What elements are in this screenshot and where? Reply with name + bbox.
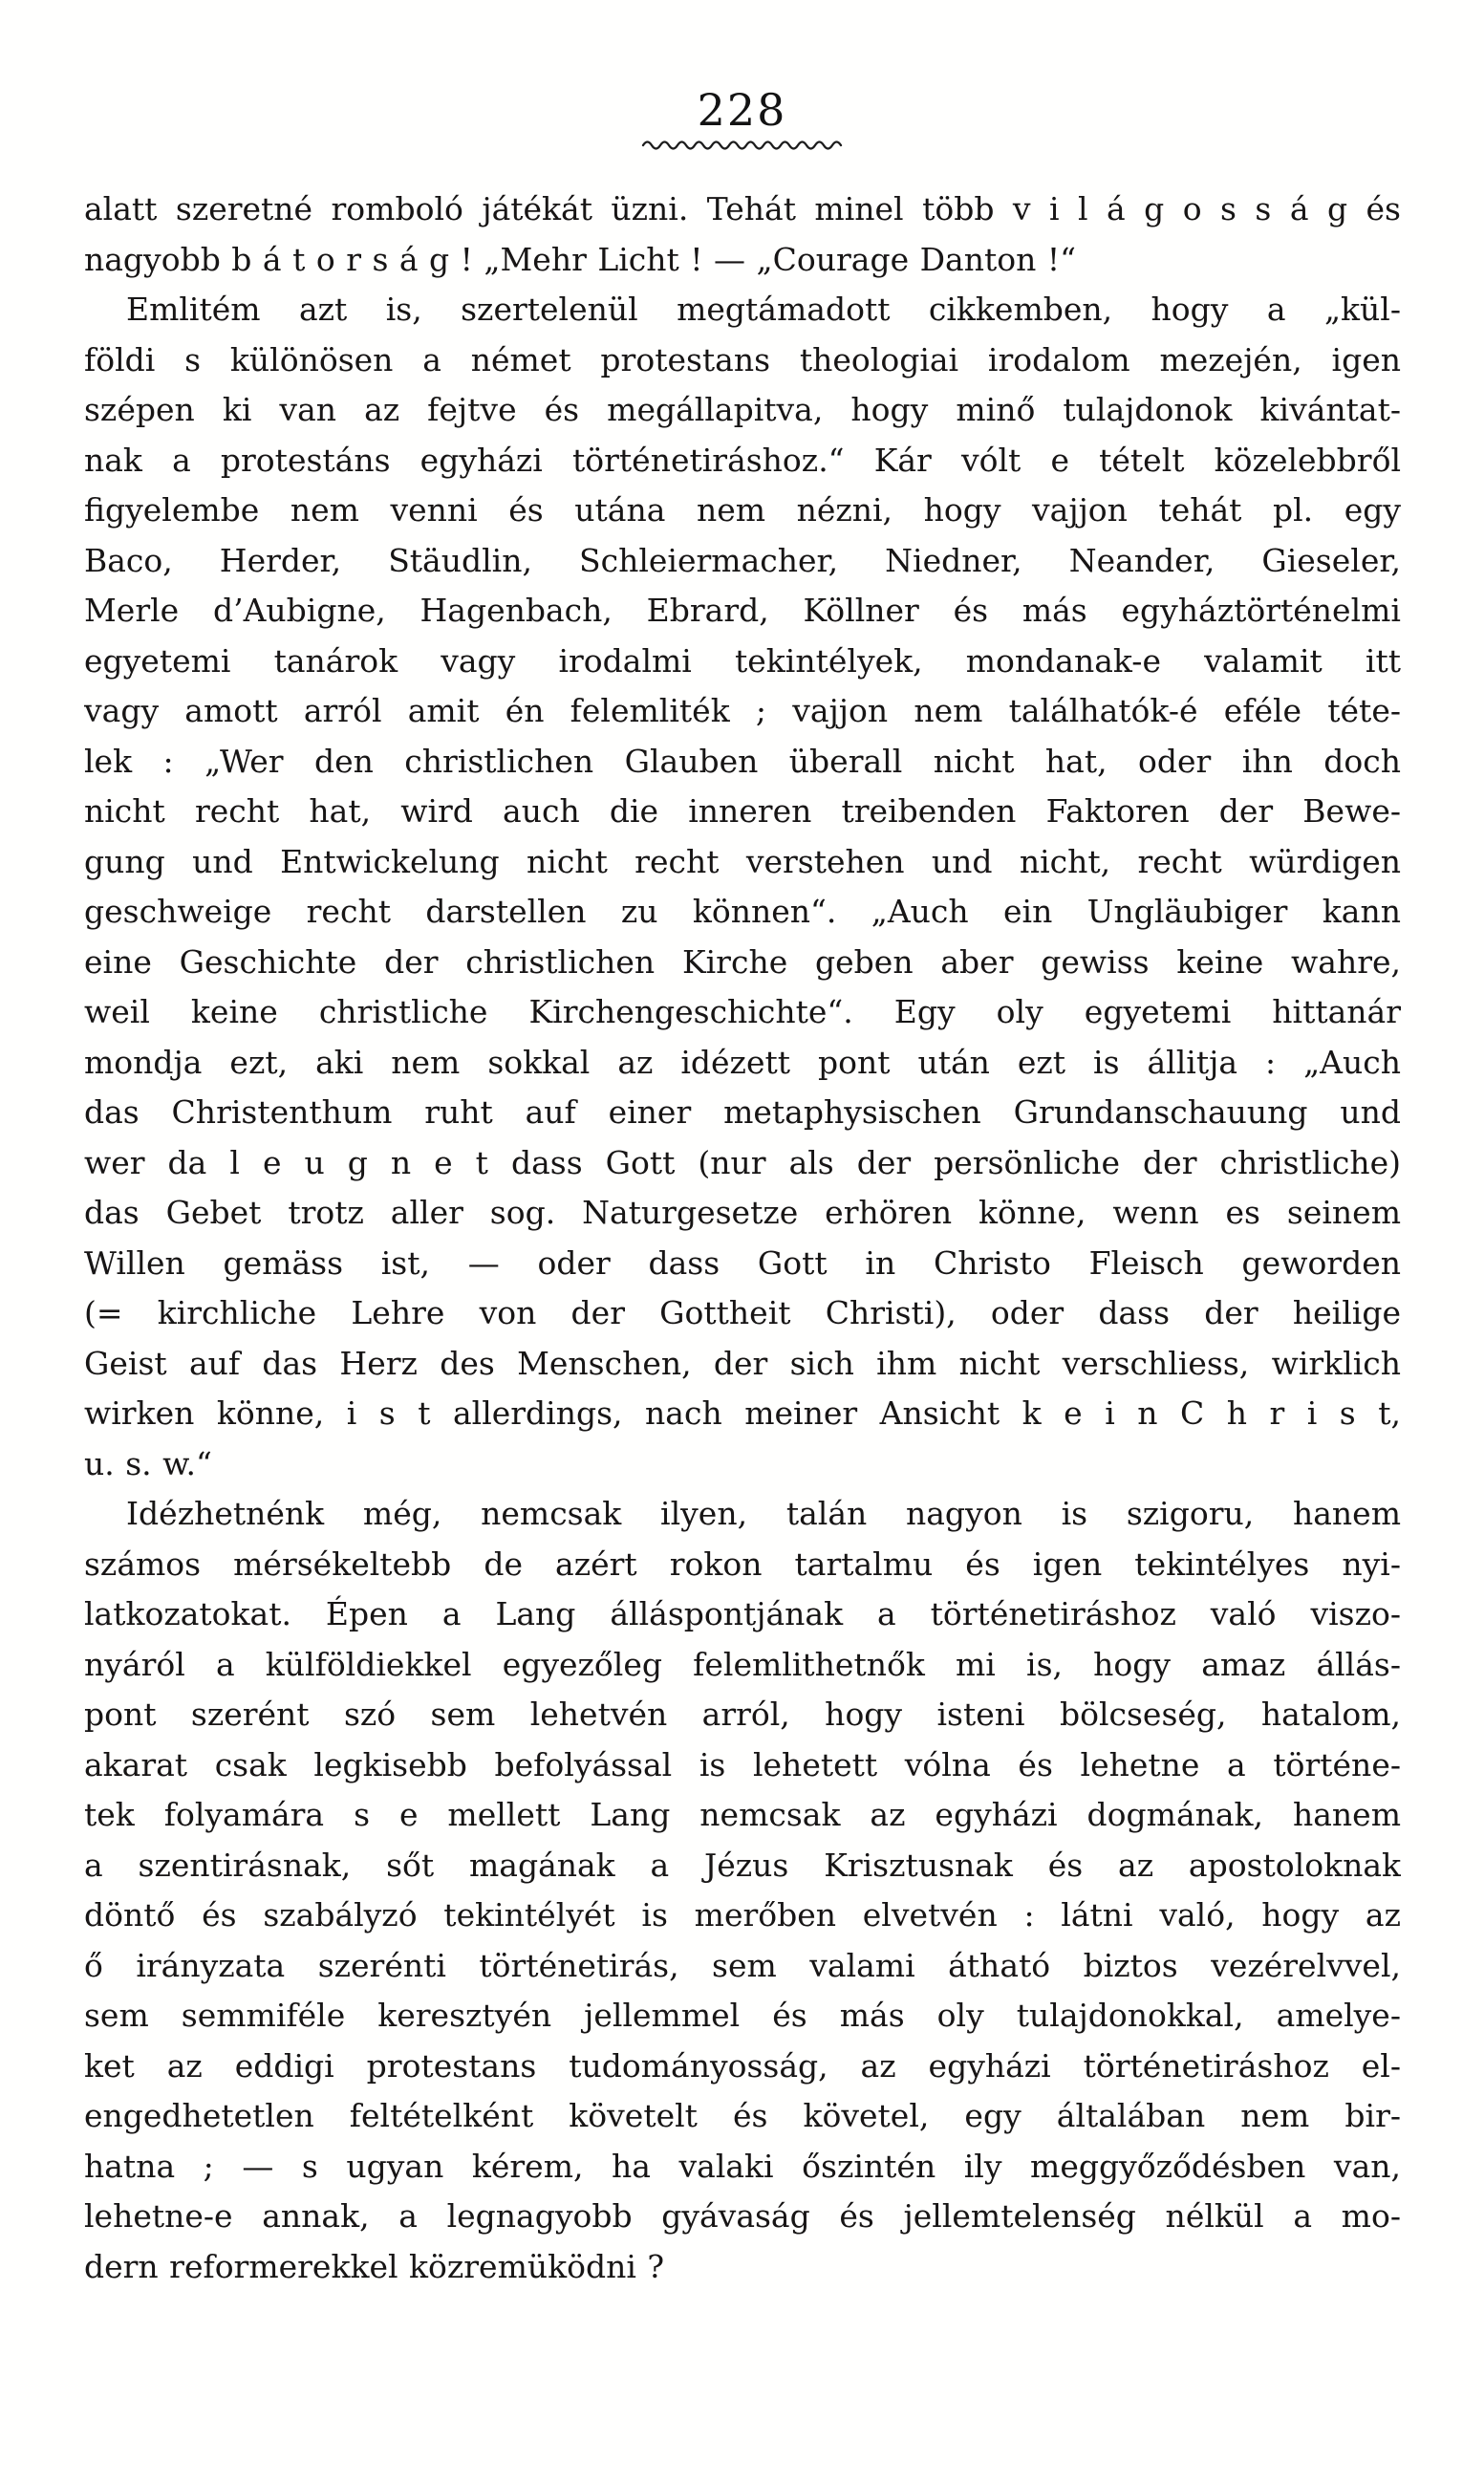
text-line: das Christenthum ruht auf einer metaphysischen Grundanschauung und bbox=[84, 1093, 1401, 1131]
text-line: nak a protestáns egyházi történetiráshoz.“ Kár vólt e tételt közelebbről bbox=[84, 441, 1401, 479]
text-line: nagyobb b á t o r s á g ! „Mehr Licht ! — „Courage Danton !“ bbox=[84, 240, 1076, 278]
text-line: Willen gemäss ist, — oder dass Gott in Christo Fleisch geworden bbox=[84, 1243, 1401, 1282]
text-line: hatna ; — s ugyan kérem, ha valaki őszintén ily meggyőződésben van, bbox=[84, 2147, 1401, 2185]
text-line: eine Geschichte der christlichen Kirche geben aber gewiss keine wahre, bbox=[84, 942, 1401, 981]
text-line: lehetne-e annak, a legnagyobb gyávaság és jellemtelenség nélkül a mo- bbox=[84, 2197, 1401, 2235]
wavy-divider bbox=[641, 139, 844, 150]
text-line: u. s. w.“ bbox=[84, 1444, 212, 1482]
text-line: latkozatokat. Épen a Lang álláspontjának a történetiráshoz való viszo- bbox=[84, 1595, 1401, 1632]
text-line: figyelembe nem venni és utána nem nézni, hogy vajjon tehát pl. egy bbox=[84, 491, 1401, 529]
text-line: Emlitém azt is, szertelenül megtámadott cikkemben, hogy a „kül- bbox=[126, 291, 1401, 328]
text-line: ket az eddigi protestans tudományosság, az egyházi történetiráshoz el- bbox=[84, 2046, 1401, 2085]
text-line: weil keine christliche Kirchengeschichte“. Egy oly egyetemi hittanár bbox=[84, 993, 1401, 1030]
text-line: wer da l e u g n e t dass Gott (nur als der persönliche der christliche) bbox=[84, 1143, 1401, 1181]
text-line: ő irányzata szerénti történetirás, sem valami átható biztos vezérelvvel, bbox=[84, 1946, 1401, 1984]
text-line: gung und Entwickelung nicht recht verstehen und nicht, recht würdigen bbox=[84, 842, 1401, 880]
text-line: engedhetetlen feltételként követelt és követel, egy általában nem bir- bbox=[84, 2097, 1401, 2134]
text-line: (= kirchliche Lehre von der Gottheit Christi), oder dass der heilige bbox=[84, 1294, 1401, 1331]
text-line: Geist auf das Herz des Menschen, der sich ihm nicht verschliess, wirklich bbox=[84, 1344, 1401, 1382]
text-line: wirken könne, i s t allerdings, nach meiner Ansicht k e i n C h r i s t, bbox=[84, 1394, 1401, 1432]
text-line: das Gebet trotz aller sog. Naturgesetze erhören könne, wenn es seinem bbox=[84, 1194, 1401, 1231]
text-line: számos mérsékeltebb de azért rokon tartalmu és igen tekintélyes nyi- bbox=[84, 1545, 1401, 1583]
text-line: sem semmiféle keresztyén jellemmel és más oly tulajdonokkal, amelye- bbox=[84, 1997, 1401, 2034]
text-line: vagy amott arról amit én felemliték ; vajjon nem találhatók-é eféle téte- bbox=[84, 692, 1401, 729]
text-line: a szentirásnak, sőt magának a Jézus Krisztusnak és az apostoloknak bbox=[84, 1846, 1401, 1884]
text-line: alatt szeretné romboló játékát üzni. Tehát minel több v i l á g o s s á g és bbox=[84, 190, 1401, 227]
text-line: egyetemi tanárok vagy irodalmi tekintélyek, mondanak-e valamit itt bbox=[84, 641, 1401, 680]
text-line: döntő és szabályzó tekintélyét is merőben elvetvén : látni való, hogy az bbox=[84, 1896, 1401, 1934]
text-line: geschweige recht darstellen zu können“. „Auch ein Ungläubiger kann bbox=[84, 893, 1401, 930]
text-line: akarat csak legkisebb befolyással is lehetett vólna és lehetne a történe- bbox=[84, 1745, 1401, 1783]
text-line: nyáról a külföldiekkel egyezőleg felemlithetnők mi is, hogy amaz állás- bbox=[84, 1645, 1401, 1683]
text-line: Idézhetnénk még, nemcsak ilyen, talán nagyon is szigoru, hanem bbox=[126, 1495, 1401, 1532]
page-number: 228 bbox=[697, 84, 787, 136]
text-line: nicht recht hat, wird auch die inneren treibenden Faktoren der Bewe- bbox=[84, 792, 1401, 830]
text-line: lek : „Wer den christlichen Glauben überall nicht hat, oder ihn doch bbox=[84, 742, 1401, 780]
text-line: tek folyamára s e mellett Lang nemcsak az egyházi dogmának, hanem bbox=[84, 1796, 1401, 1833]
text-line: pont szerént szó sem lehetvén arról, hogy isteni bölcseség, hatalom, bbox=[84, 1696, 1401, 1733]
page-text bbox=[84, 184, 1401, 2292]
text-line: szépen ki van az fejtve és megállapitva, hogy minő tulajdonok kivántat- bbox=[84, 391, 1401, 428]
page-header bbox=[0, 84, 1484, 150]
text-line: földi s különösen a német protestans theologiai irodalom mezején, igen bbox=[84, 340, 1401, 378]
text-line: Merle d’Aubigne, Hagenbach, Ebrard, Köllner és más egyháztörténelmi bbox=[84, 592, 1401, 629]
text-line: mondja ezt, aki nem sokkal az idézett pont után ezt is állitja : „Auch bbox=[84, 1043, 1401, 1081]
text-line: dern reformerekkel közremüködni ? bbox=[84, 2247, 665, 2285]
text-line: Baco, Herder, Stäudlin, Schleiermacher, Niedner, Neander, Gieseler, bbox=[84, 541, 1401, 579]
